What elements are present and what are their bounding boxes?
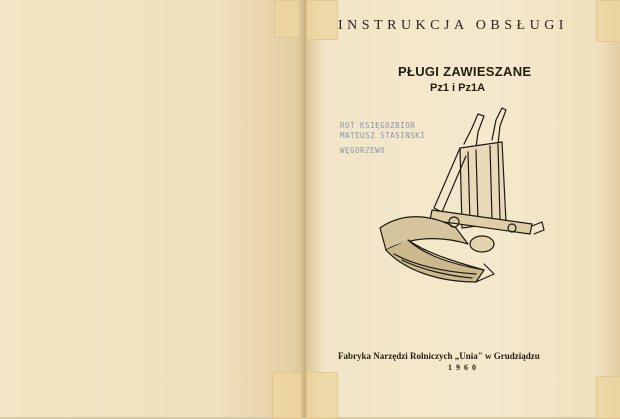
document-title: PŁUGI ZAWIESZANE — [398, 64, 532, 79]
left-page — [0, 0, 306, 417]
publication-year: 1960 — [448, 363, 480, 372]
library-stamp-line: ROT KSIĘGOZBIÓR — [340, 121, 416, 130]
tape-strip — [306, 372, 338, 419]
document-subtitle: Pz1 i Pz1A — [430, 82, 486, 94]
publisher-line: Fabryka Narzędzi Rolniczych „Unia" w Grudziądzu — [338, 351, 540, 361]
tape-strip — [596, 376, 620, 419]
library-stamp-line: MATEUSZ STASIŃSKI — [340, 131, 426, 140]
library-stamp-line: WĘGORZEWO — [340, 146, 386, 155]
plough-illustration — [372, 104, 548, 300]
tape-strip — [596, 0, 620, 42]
tape-strip — [272, 372, 302, 419]
manual-heading: INSTRUKCJA OBSŁUGI — [338, 18, 568, 33]
tape-strip — [274, 0, 300, 38]
tape-strip — [306, 0, 338, 40]
